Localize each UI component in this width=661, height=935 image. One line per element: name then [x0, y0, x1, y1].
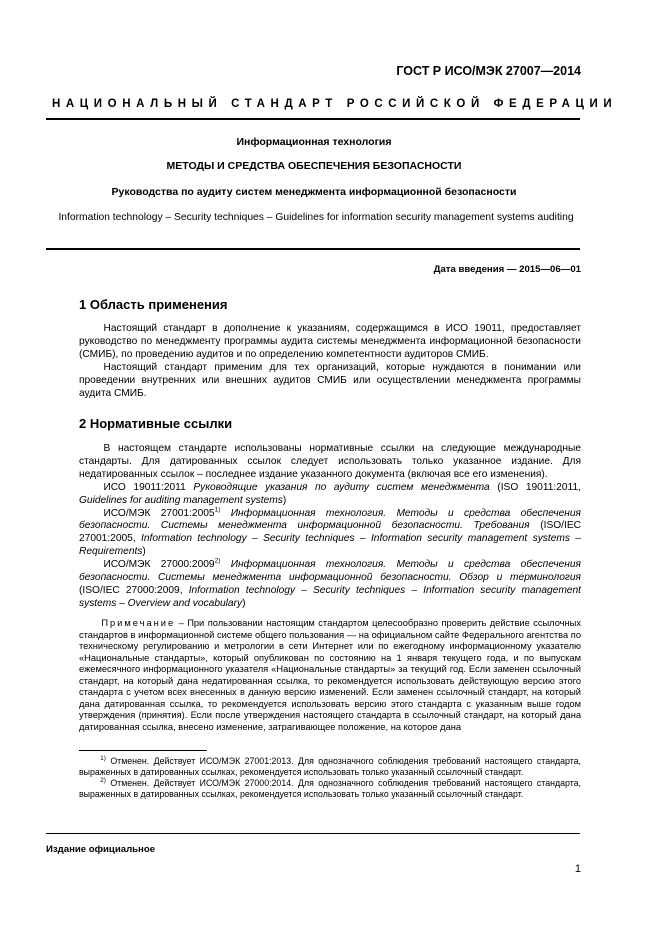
ref-title: Информационная технология. Методы и средства обеспечения безопасности. Системы менеджмента информационной безопасности. Обзор и терминология — [79, 559, 581, 584]
footnote-item — [79, 756, 581, 778]
ref-en-suffix: ) — [242, 597, 246, 609]
title-sub1: МЕТОДЫ И СРЕДСТВА ОБЕСПЕЧЕНИЯ БЕЗОПАСНОСТИ — [166, 160, 462, 172]
section1-body — [79, 323, 581, 400]
ref-code: ИСО/МЭК 27001:2005 — [103, 507, 215, 519]
edition-label: Издание официальное — [46, 844, 156, 855]
note-text: – При пользовании настоящим стандартом целесообразно проверить действие ссылочных стандартов в информационной системе общего пользования — на официальном сайте Федерального агентства по техническому регулированию и метрологии в сети Интернет или по ежегодному информационному указателю «Национальные стандарты», который опубликован по состоянию на 1 января текущего года, и по выпускам ежемесячного информационного указателя «Национальные стандарты» за текущий год. Если заменен ссылочный стандарт, на который дана недатированная ссылка, то рекомендуется использовать действующую версию этого стандарта с учетом всех внесенных в данную версию изменений. Если заменен ссылочный стандарт, на который дана датированная ссылка, то рекомендуется использовать версию этого стандарта с указанным выше годом утверждения (принятия). Если после утверждения настоящего стандарта в ссылочный стандарт, на который дана датированная ссылка, внесено изменение, затрагивающее положение, на которое дана — [79, 618, 581, 732]
ref-en-title: Guidelines for auditing management systems — [79, 494, 283, 506]
footnote-item — [79, 778, 581, 800]
national-standard-banner: НАЦИОНАЛЬНЫЙ СТАНДАРТ РОССИЙСКОЙ ФЕДЕРАЦИИ — [52, 98, 618, 110]
ref-code: ИСО 19011:2011 — [103, 481, 186, 493]
ref-en-prefix: (ISO 19011:2011, — [497, 481, 581, 493]
note-block — [79, 618, 581, 733]
title-sub2: Руководства по аудиту систем менеджмента информационной безопасности — [111, 186, 517, 198]
section2-intro: В настоящем стандарте использованы нормативные ссылки на следующие международные стандарты. Для датированных ссылок следует использовать только указанное издание. Для недатированных ссылок – последнее издание указанного документа (включая все его изменения). — [79, 443, 581, 480]
footnote-text: Отменен. Действует ИСО/МЭК 27001:2013. Для однозначного соблюдения требований настоящего стандарта, выраженных в датированных ссылках, рекомендуется использовать только указанный ссылочный стандарт. — [79, 756, 581, 777]
bottom-divider — [46, 248, 580, 250]
note-paragraph — [79, 618, 581, 733]
section1-paragraph: Настоящий стандарт применим для тех организаций, которые нуждаются в понимании или проведении внутренних или внешних аудитов СМИБ или осуществлении менеджмента программы аудита СМИБ. — [79, 361, 581, 399]
section2-heading: 2 Нормативные ссылки — [79, 416, 233, 431]
ref-en-suffix: ) — [282, 494, 287, 506]
ref-en-prefix: (ISO/IEC 27001:2005, — [79, 520, 581, 545]
footnotes — [79, 756, 581, 800]
ref-title: Информационная технология. Методы и средства обеспечения безопасности. Системы менеджмента информационной безопасности. Требования — [79, 507, 581, 532]
section2-body — [79, 443, 581, 611]
page-number: 1 — [574, 863, 581, 875]
section1-heading: 1 Область применения — [79, 297, 228, 312]
footnote-mark: 2) — [100, 777, 106, 785]
title-main: Информационная технология — [236, 136, 392, 148]
date-introduction: Дата введения — 2015—06—01 — [433, 264, 581, 275]
ref-en-prefix: (ISO/IEC 27000:2009, — [79, 584, 183, 596]
footnote-mark: 1) — [100, 755, 106, 763]
footer-divider — [46, 833, 580, 834]
ref-en-suffix: ) — [142, 546, 146, 558]
title-english: Information technology – Security techniques – Guidelines for information security management systems auditing — [58, 212, 574, 223]
footnote-mark: 1) — [214, 506, 221, 514]
footnote-mark: 2) — [214, 557, 221, 565]
reference-item — [79, 482, 581, 508]
document-code: ГОСТ Р ИСО/МЭК 27007—2014 — [396, 64, 581, 78]
note-label: Примечание — [101, 618, 176, 628]
top-divider — [46, 118, 580, 120]
footnote-separator — [79, 750, 207, 751]
footnote-text: Отменен. Действует ИСО/МЭК 27000:2014. Для однозначного соблюдения требований настоящего стандарта, выраженных в датированных ссылках, рекомендуется использовать только указанный ссылочный стандарт. — [79, 778, 581, 799]
ref-en-title: Information technology – Security techniques – Information security management systems – Requirements — [79, 533, 582, 558]
ref-title: Руководящие указания по аудиту систем менеджмента — [193, 481, 490, 493]
ref-en-title: Information technology – Security techniques – Information security management systems – Overview and vocabulary — [79, 584, 581, 609]
reference-item — [79, 508, 581, 560]
ref-code: ИСО/МЭК 27000:2009 — [103, 559, 215, 571]
section1-paragraph: Настоящий стандарт в дополнение к указаниям, содержащимся в ИСО 19011, предоставляет руководство по менеджменту программы аудита системы менеджмента информационной безопасности (СМИБ), по проведению аудитов и по определению компетентности аудиторов СМИБ. — [79, 323, 581, 360]
reference-item — [79, 559, 581, 611]
